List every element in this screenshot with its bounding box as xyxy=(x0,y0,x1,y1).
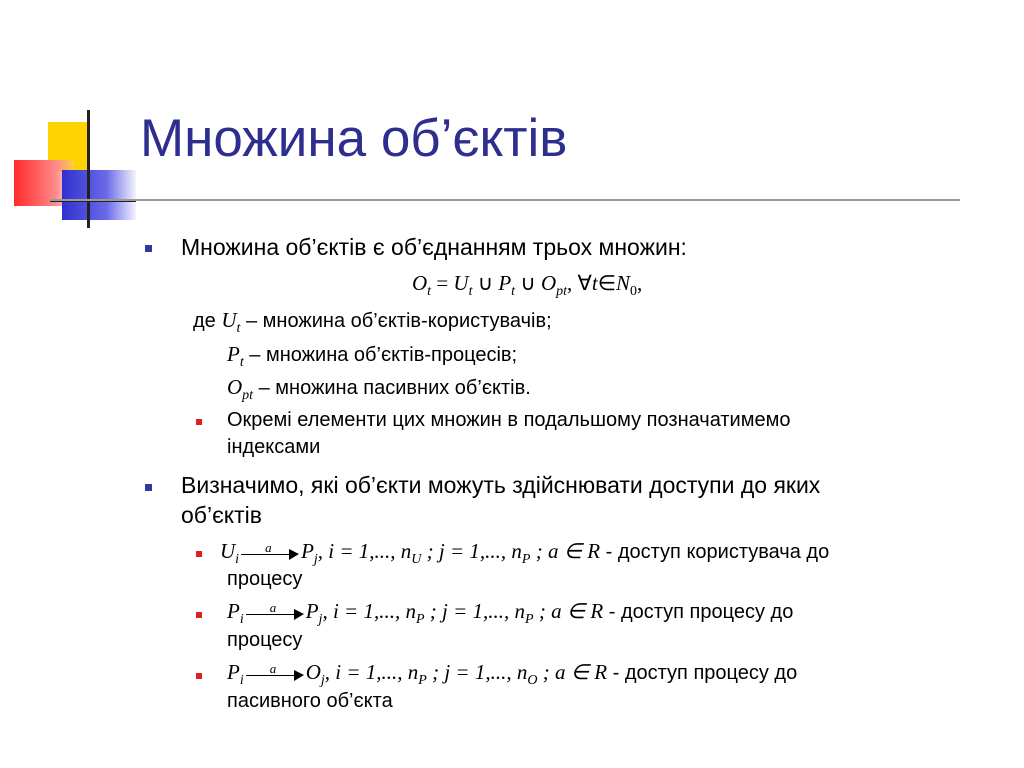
access-formula-process-object: $P_i$ a $O_j$, i = 1,..., $n_P$ ; j = 1,..., $n_O$ ; a ∈ R - доступ процесу до xyxy=(227,660,798,688)
decor-blue-square xyxy=(62,170,136,220)
access-arrow: a xyxy=(241,544,299,562)
access-formula-process-process: $P_i$ a $P_j$, i = 1,..., $n_P$ ; j = 1,..., $n_P$ ; a ∈ R - доступ процесу до xyxy=(227,599,794,627)
sub-bullet-marker xyxy=(196,551,202,557)
bullet-text: Визначимо, які об’єкти можуть здійснювати доступи до яких xyxy=(181,472,821,498)
access-arrow: a xyxy=(246,665,304,683)
access-arrow: a xyxy=(246,604,304,622)
sub-bullet-marker xyxy=(196,673,202,679)
bullet-marker xyxy=(145,484,152,491)
definition-processes: $P_t$ – множина об’єктів-процесів; xyxy=(227,342,518,370)
sub-bullet-marker xyxy=(196,612,202,618)
union-formula: $O_t = U_t$ ∪ $P_t$ ∪ $O_{pt}$, $\forall t\in N_0$, xyxy=(412,271,643,299)
bullet-marker xyxy=(145,245,152,252)
access-desc-line2: процесу xyxy=(227,568,303,590)
access-formula-user-process: $U_i$ a $P_j$, i = 1,..., $n_U$ ; j = 1,..., $n_P$ ; a ∈ R - доступ користувача до xyxy=(220,539,830,567)
slide-title: Множина об’єктів xyxy=(140,109,568,168)
title-divider xyxy=(50,199,960,201)
bullet-text: Множина об’єктів є об’єднанням трьох множин: xyxy=(181,234,687,260)
decor-vertical-line xyxy=(87,110,90,228)
sub-bullet-marker xyxy=(196,419,202,425)
definition-users: де $U_t$ – множина об’єктів-користувачів; xyxy=(193,308,552,336)
access-desc-line2: пасивного об’єкта xyxy=(227,690,393,712)
sub-bullet-text: Окремі елементи цих множин в подальшому позначатимемо xyxy=(227,409,791,431)
sub-bullet-text: індексами xyxy=(227,436,321,458)
access-desc-line2: процесу xyxy=(227,629,303,651)
definition-passive: $O_{pt}$ – множина пасивних об’єктів. xyxy=(227,375,531,403)
bullet-text: об’єктів xyxy=(181,502,262,528)
